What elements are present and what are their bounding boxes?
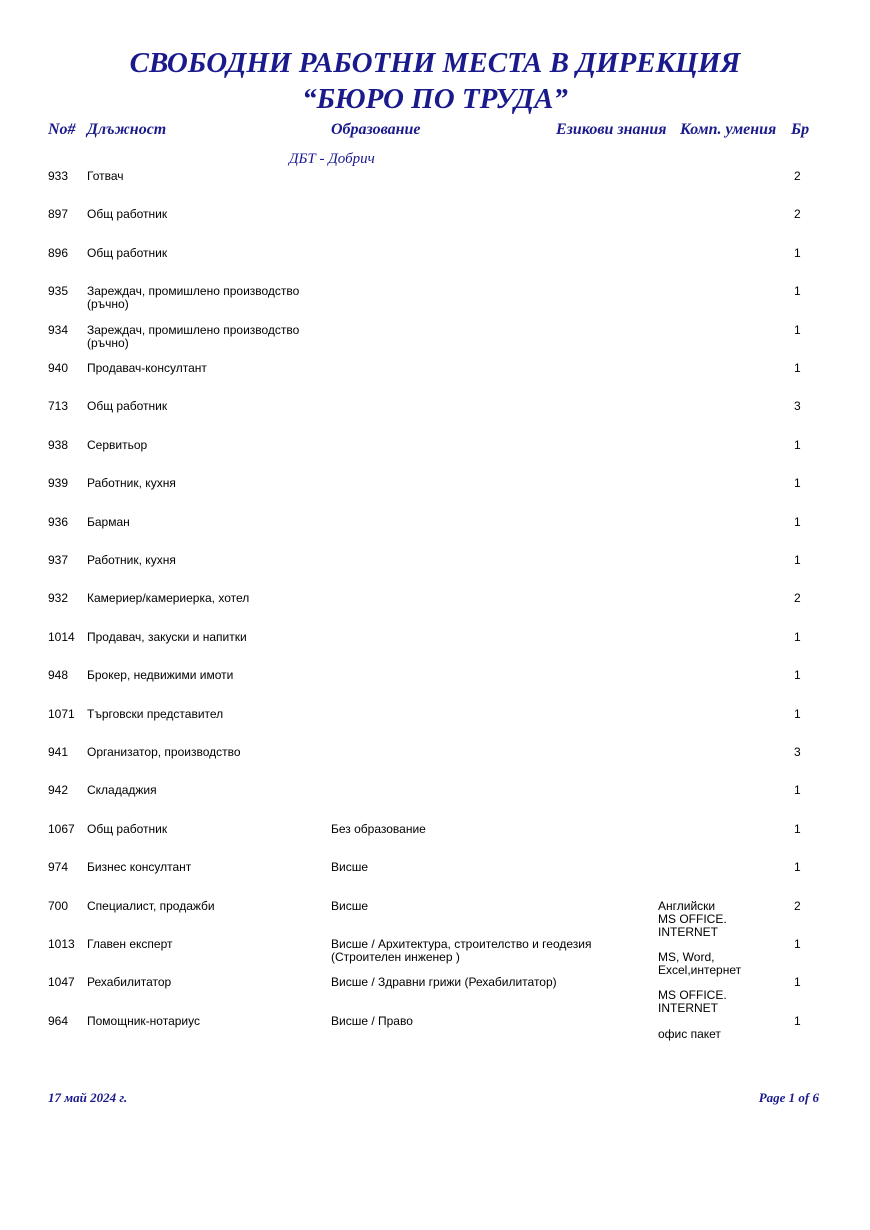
row-count: 2 [794, 207, 801, 222]
row-position: Търговски представител [87, 706, 224, 721]
table-row [0, 861, 870, 901]
row-skills [658, 976, 770, 1015]
column-header-education: Образование [331, 121, 421, 138]
row-count: 1 [794, 706, 801, 721]
row-skills [658, 900, 770, 939]
row-count: 2 [794, 591, 801, 606]
table-row [0, 669, 870, 709]
table-row [0, 247, 870, 287]
row-count: 1 [794, 1013, 801, 1028]
row-position: Склададжия [87, 783, 157, 798]
row-position: Помощник-нотариус [87, 1013, 200, 1028]
row-number: 1067 [48, 821, 75, 836]
table-row [0, 938, 870, 978]
table-row [0, 592, 870, 632]
row-position: Зареждач, промишлено производство (ръчно) [87, 322, 300, 350]
column-header-position: Длъжност [87, 121, 167, 138]
row-number: 942 [48, 783, 69, 798]
row-computer-skills: офис пакет [658, 1026, 721, 1041]
row-number: 700 [48, 898, 69, 913]
row-position: Общ работник [87, 245, 168, 260]
row-position: Общ работник [87, 207, 168, 222]
table-row [0, 631, 870, 671]
table-row [0, 1015, 870, 1055]
row-position: Барман [87, 514, 130, 529]
row-number: 932 [48, 591, 69, 606]
footer-date: 17 май 2024 г. [48, 1090, 128, 1105]
row-position: Готвач [87, 169, 124, 183]
row-count: 1 [794, 821, 801, 836]
row-education: Висше / Здравни грижи (Рехабилитатор) [331, 975, 557, 990]
table-row [0, 400, 870, 440]
row-count: 1 [794, 361, 801, 375]
row-skills [658, 938, 770, 977]
row-count: 2 [794, 898, 801, 913]
row-count: 1 [794, 437, 801, 452]
row-number: 935 [48, 284, 69, 299]
row-number: 974 [48, 860, 69, 875]
row-count: 1 [794, 668, 801, 683]
row-number: 897 [48, 207, 69, 222]
row-count: 3 [794, 745, 801, 759]
table-row [0, 208, 870, 248]
row-position: Главен експерт [87, 937, 173, 951]
row-number: 1013 [48, 937, 75, 951]
row-position: Продавач-консултант [87, 361, 207, 375]
row-position: Специалист, продажби [87, 898, 215, 913]
table-row [0, 324, 870, 364]
row-skills [658, 1015, 770, 1041]
row-computer-skills: MS OFFICE. INTERNET [658, 988, 727, 1016]
row-position: Зареждач, промишлено производство (ръчно) [87, 284, 300, 312]
table-row [0, 823, 870, 863]
row-count: 1 [794, 476, 801, 491]
row-position: Продавач, закуски и напитки [87, 629, 247, 644]
row-number: 1047 [48, 975, 75, 990]
row-education: Без образование [331, 821, 426, 836]
row-number: 936 [48, 514, 69, 529]
table-row [0, 900, 870, 940]
row-count: 1 [794, 975, 801, 990]
table-row [0, 477, 870, 517]
row-position: Бизнес консултант [87, 860, 192, 875]
row-position: Сервитьор [87, 437, 148, 452]
row-position: Общ работник [87, 821, 168, 836]
row-count: 1 [794, 245, 801, 260]
row-number: 938 [48, 437, 69, 452]
row-computer-skills: MS OFFICE. INTERNET [658, 911, 727, 939]
row-number: 1071 [48, 706, 75, 721]
row-number: 948 [48, 668, 69, 683]
table-row [0, 362, 870, 402]
table-row [0, 708, 870, 748]
table-row [0, 976, 870, 1016]
row-count: 1 [794, 553, 801, 567]
column-header-computer: Комп. умения [680, 121, 777, 138]
footer-page-number: Page 1 of 6 [758, 1090, 819, 1105]
section-heading: ДБТ - Добрич [289, 151, 375, 167]
row-number: 896 [48, 245, 69, 260]
page-title: СВОБОДНИ РАБОТНИ МЕСТА В ДИРЕКЦИЯ [129, 47, 741, 79]
row-position: Работник, кухня [87, 553, 176, 567]
row-computer-skills: MS, Word, Excel,интернет [658, 950, 742, 977]
row-number: 941 [48, 745, 69, 759]
row-count: 1 [794, 937, 801, 951]
column-header-languages: Езикови знания [556, 121, 667, 138]
column-header-count: Бр [791, 121, 810, 138]
row-number: 964 [48, 1013, 69, 1028]
table-row [0, 439, 870, 479]
table-row [0, 784, 870, 824]
row-position: Рехабилитатор [87, 975, 172, 990]
row-count: 1 [794, 284, 801, 299]
row-count: 1 [794, 783, 801, 798]
row-position: Общ работник [87, 399, 168, 414]
table-row [0, 516, 870, 556]
row-number: 940 [48, 361, 69, 375]
row-number: 937 [48, 553, 69, 567]
row-education: Висше / Архитектура, строителство и геодезия (Строителен инженер ) [331, 937, 592, 964]
row-languages: Английски [658, 898, 716, 913]
row-education: Висше [331, 898, 369, 913]
row-number: 939 [48, 476, 69, 491]
table-row [0, 554, 870, 594]
row-count: 3 [794, 399, 801, 414]
row-count: 1 [794, 860, 801, 875]
row-position: Камериер/камериерка, хотел [87, 591, 250, 606]
table-row [0, 285, 870, 325]
row-number: 933 [48, 169, 69, 183]
row-number: 1014 [48, 629, 75, 644]
row-position: Организатор, производство [87, 745, 241, 759]
row-count: 2 [794, 169, 801, 183]
row-education: Висше [331, 860, 369, 875]
row-position: Брокер, недвижими имоти [87, 668, 234, 683]
row-number: 934 [48, 322, 69, 337]
table-row [0, 170, 870, 210]
row-position: Работник, кухня [87, 476, 176, 491]
row-education: Висше / Право [331, 1013, 413, 1028]
row-count: 1 [794, 322, 801, 337]
page-subtitle: “БЮРО ПО ТРУДА” [302, 83, 568, 115]
column-header-no: No# [48, 121, 76, 138]
table-row [0, 746, 870, 786]
row-count: 1 [794, 514, 801, 529]
row-number: 713 [48, 399, 69, 414]
row-count: 1 [794, 629, 801, 644]
